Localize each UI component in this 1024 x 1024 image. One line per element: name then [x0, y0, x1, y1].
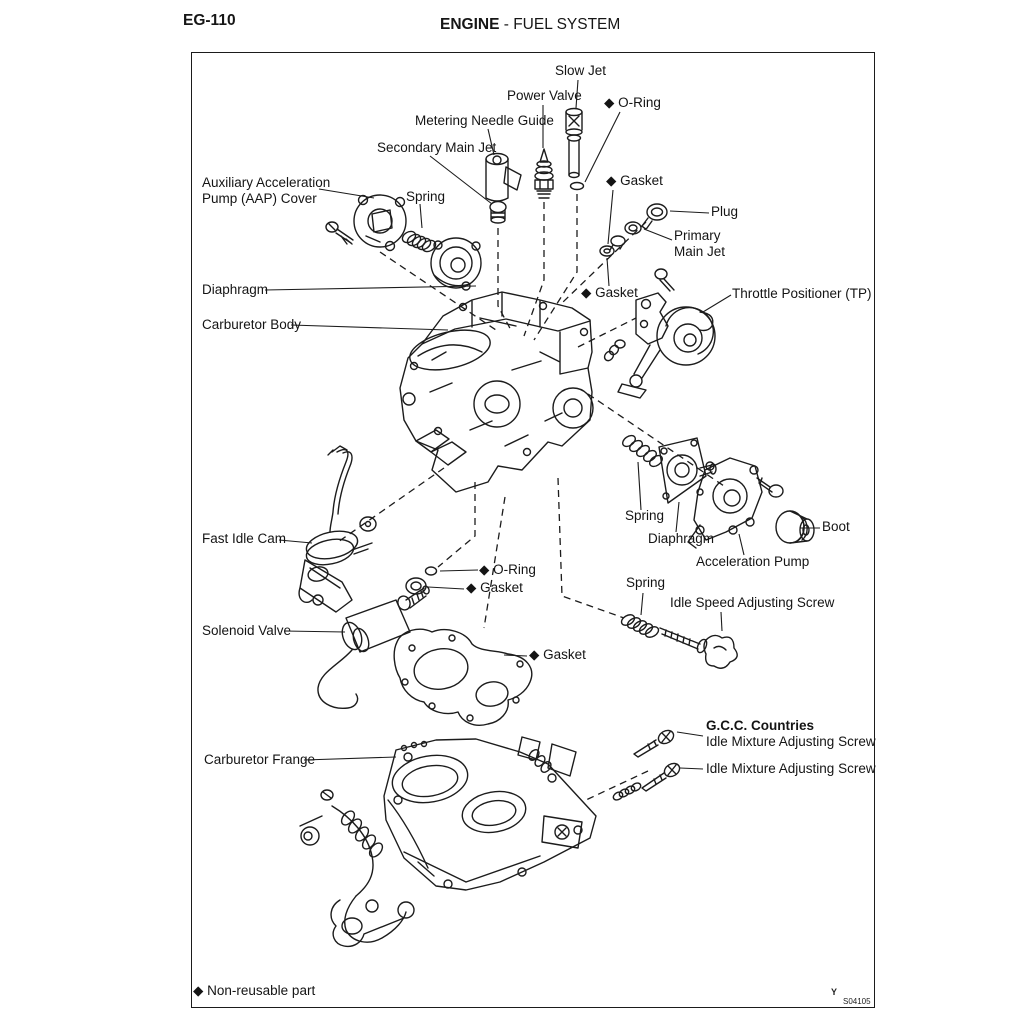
part-idle-speed-screw [660, 628, 737, 668]
label-diaphragm-left: Diaphragm [202, 282, 269, 297]
label-o-ring-top: ◆ O-Ring [604, 95, 661, 110]
plate-code: S04105 [843, 997, 871, 1006]
part-fast-idle-cam [299, 446, 376, 612]
legend-non-reusable: ◆ Non-reusable part [193, 983, 316, 998]
part-idle-spring [620, 613, 661, 640]
label-secondary-main-jet: Secondary Main Jet [377, 140, 497, 155]
label-carburetor-frange: Carburetor Frange [204, 752, 316, 767]
label-idle-speed-adjusting-screw: Idle Speed Adjusting Screw [670, 595, 835, 610]
part-o-ring-mid [426, 567, 437, 575]
label-gasket-mid: ◆ Gasket [466, 580, 523, 595]
label-spring-idle: Spring [626, 575, 666, 590]
label-spring-aap: Spring [406, 189, 446, 204]
label-gcc-idle-mixture: G.C.C. Countries Idle Mixture Adjusting Screw [706, 718, 876, 749]
part-idle-mixture-screw-gcc [634, 728, 676, 757]
label-diaphragm-right: Diaphragm [648, 531, 715, 546]
label-primary-main-jet: Primary Main Jet [674, 228, 726, 259]
part-throttle-linkage [300, 790, 434, 946]
label-gasket-upper-mid: ◆ Gasket [581, 285, 638, 300]
part-slow-jet [566, 109, 582, 178]
page-title-section: ENGINE [440, 16, 500, 33]
label-boot: Boot [822, 519, 850, 534]
part-aap-screw [326, 222, 353, 244]
label-fast-idle-cam: Fast Idle Cam [202, 531, 287, 546]
part-o-ring-top [571, 183, 584, 190]
label-spring-accel: Spring [625, 508, 665, 523]
label-gasket-top: ◆ Gasket [606, 173, 663, 188]
label-aap-cover: Auxiliary Acceleration Pump (AAP) Cover [202, 175, 331, 206]
label-gasket-flange: ◆ Gasket [529, 647, 586, 662]
part-plug-washer [625, 222, 641, 234]
label-o-ring-mid: ◆ O-Ring [479, 562, 536, 577]
part-aap-spring [400, 229, 437, 254]
label-solenoid-valve: Solenoid Valve [202, 623, 292, 638]
part-carburetor-body [400, 292, 593, 492]
label-carburetor-body: Carburetor Body [202, 317, 302, 332]
part-aap-cover [354, 195, 406, 251]
part-metering-needle-guide [486, 154, 521, 202]
label-plug: Plug [711, 204, 739, 219]
leader-lines [265, 80, 820, 769]
label-metering-needle-guide: Metering Needle Guide [415, 113, 554, 128]
part-power-valve [535, 149, 553, 198]
part-flange-gasket [394, 629, 532, 725]
part-idle-mixture-screw [642, 761, 682, 791]
page-title-rest: - FUEL SYSTEM [499, 16, 621, 33]
part-boot [776, 511, 814, 543]
part-secondary-main-jet [490, 202, 506, 224]
label-throttle-positioner: Throttle Positioner (TP) [732, 286, 872, 301]
part-gasket-ring-upper [600, 246, 614, 256]
part-mixture-spring [612, 781, 642, 801]
part-plug [642, 204, 667, 229]
page-code: EG-110 [183, 12, 236, 29]
label-acceleration-pump: Acceleration Pump [696, 554, 810, 569]
part-accel-spring [621, 433, 665, 468]
plate-letter: Y [831, 987, 838, 997]
part-carburetor-flange [384, 737, 596, 890]
label-slow-jet: Slow Jet [555, 63, 607, 78]
assembly-axis-lines [338, 194, 724, 800]
part-aap-diaphragm [431, 238, 481, 290]
label-idle-mixture-screw: Idle Mixture Adjusting Screw [706, 761, 876, 776]
part-solenoid-valve [318, 585, 430, 708]
label-power-valve: Power Valve [507, 88, 582, 103]
